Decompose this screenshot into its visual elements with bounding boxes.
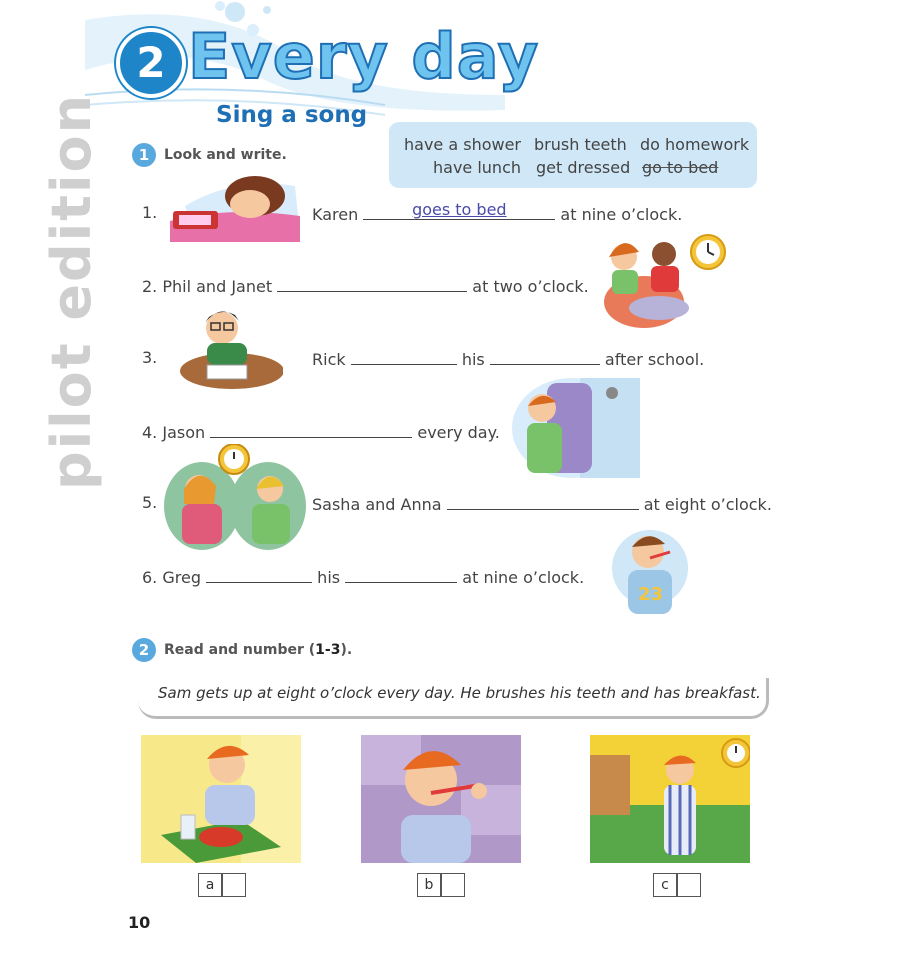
- number-input-box[interactable]: [441, 873, 465, 897]
- reading-text-box: [138, 678, 769, 719]
- item-subject: Rick: [312, 350, 346, 369]
- jason-shower-illustration: [512, 378, 647, 478]
- exercise-1-header: [132, 143, 287, 167]
- exercise-1-item-5: [142, 493, 157, 512]
- answer-box-b: [417, 873, 465, 897]
- exercise-1-item-3-sentence: [312, 348, 704, 369]
- word-box-item: have lunch: [433, 158, 522, 177]
- greg-brushing-teeth-illustration: [610, 522, 690, 618]
- answer-box-c: [653, 873, 701, 897]
- item-tail: at nine o’clock.: [462, 568, 585, 587]
- answer-blank[interactable]: [351, 348, 457, 365]
- box-letter: b: [417, 873, 441, 897]
- getting-up-scene: [590, 735, 750, 863]
- item-tail: at two o’clock.: [472, 277, 589, 296]
- unit-title: Every day: [188, 20, 540, 93]
- exercise-1-item-2: [142, 275, 589, 296]
- svg-text:23: 23: [638, 584, 664, 605]
- item-number: 6.: [142, 568, 158, 587]
- lunch-illustration: [604, 232, 729, 330]
- karen-sleeping-illustration: [165, 166, 303, 242]
- answer-blank[interactable]: [210, 421, 412, 438]
- answer-blank[interactable]: [490, 348, 600, 365]
- filled-answer: goes to bed: [412, 200, 507, 219]
- item-number: 5.: [142, 493, 158, 512]
- answer-blank[interactable]: [206, 566, 312, 583]
- word-box-item-used: go to bed: [642, 158, 719, 177]
- answer-blank[interactable]: [277, 275, 467, 292]
- number-input-box[interactable]: [677, 873, 701, 897]
- page-number: 10: [128, 913, 151, 932]
- item-tail: at nine o’clock.: [560, 205, 683, 224]
- item-subject: Sasha and Anna: [312, 495, 442, 514]
- sasha-anna-dressing-illustration: [164, 444, 306, 550]
- breakfast-scene: [141, 735, 301, 863]
- answer-blank[interactable]: [363, 200, 555, 220]
- item-number: 2.: [142, 277, 158, 296]
- word-box-item: get dressed: [536, 158, 631, 177]
- pilot-edition-watermark: pilot edition: [40, 92, 103, 490]
- exercise-1-instruction: Look and write.: [164, 147, 287, 163]
- subtitle: Sing a song: [216, 102, 368, 128]
- item-number: 4.: [142, 423, 158, 442]
- exercise-1-number: 1: [132, 143, 156, 167]
- item-subject: Phil and Janet: [162, 277, 273, 296]
- exercise-1-item-1-sentence: [312, 200, 683, 224]
- item-tail: every day.: [417, 423, 500, 442]
- box-letter: a: [198, 873, 222, 897]
- item-subject: Karen: [312, 205, 359, 224]
- item-tail: at eight o’clock.: [643, 495, 772, 514]
- word-box-item: have a shower: [404, 135, 522, 154]
- brushing-teeth-scene: [361, 735, 521, 863]
- item-subject: Jason: [162, 423, 206, 442]
- rick-homework-illustration: [177, 303, 283, 389]
- answer-box-a: [198, 873, 246, 897]
- unit-number-badge: 2: [116, 28, 186, 98]
- box-letter: c: [653, 873, 677, 897]
- number-input-box[interactable]: [222, 873, 246, 897]
- exercise-1-item-1: [142, 203, 157, 222]
- answer-blank[interactable]: [345, 566, 457, 583]
- item-number: 1.: [142, 203, 158, 222]
- reading-text: Sam gets up at eight o’clock every day. He brushes his teeth and has breakfast.: [158, 684, 761, 702]
- exercise-2-number: 2: [132, 638, 156, 662]
- word-box-item: do homework: [640, 135, 750, 154]
- exercise-1-item-6: [142, 566, 584, 587]
- exercise-1-item-3: [142, 348, 157, 367]
- answer-blank[interactable]: [447, 493, 639, 510]
- exercise-1-item-4: [142, 421, 500, 442]
- item-number: 3.: [142, 348, 158, 367]
- exercise-2-header: [132, 638, 352, 662]
- word-box: [389, 122, 757, 188]
- exercise-2-instruction: Read and number (1-3).: [164, 642, 353, 658]
- word-box-item: brush teeth: [534, 135, 627, 154]
- exercise-1-item-5-sentence: [312, 493, 772, 514]
- item-tail: after school.: [604, 350, 705, 369]
- item-subject: Greg: [162, 568, 201, 587]
- item-middle: his: [317, 568, 341, 587]
- item-middle: his: [461, 350, 485, 369]
